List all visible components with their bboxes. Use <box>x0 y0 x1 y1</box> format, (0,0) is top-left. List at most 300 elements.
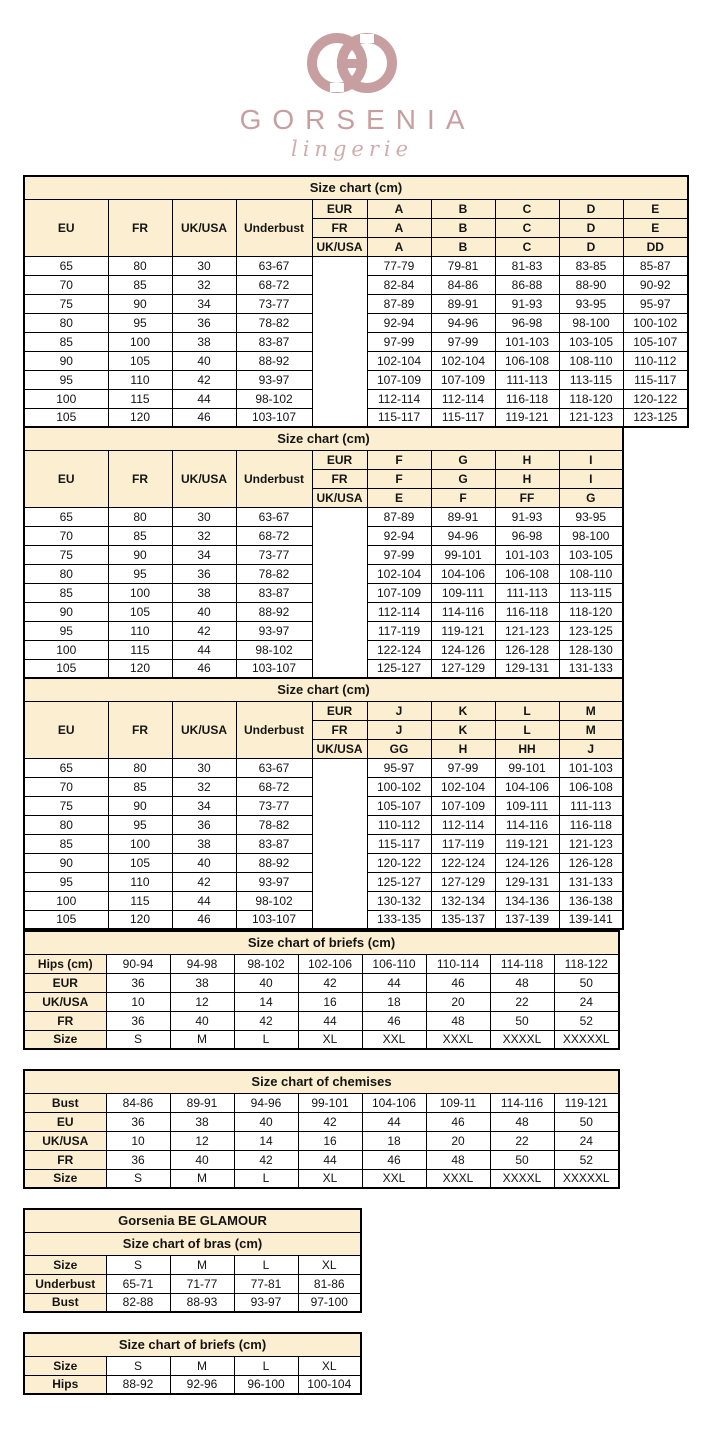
underbust-range-cell: 78-82 <box>236 313 312 332</box>
bust-range-cell: 124-126 <box>495 853 559 872</box>
bust-range-cell: 117-119 <box>431 834 495 853</box>
underbust-range-cell: 98-102 <box>236 891 312 910</box>
row-label-cell: Size <box>24 1356 106 1375</box>
bust-range-cell: 110-112 <box>623 351 688 370</box>
sizing-system-label: FR <box>312 720 367 739</box>
cup-letter-cell: GG <box>367 739 431 758</box>
value-cell: 50 <box>554 1112 619 1131</box>
underbust-range-cell: 68-72 <box>236 275 312 294</box>
cup-letter-cell: A <box>367 199 431 218</box>
bust-range-cell: 118-120 <box>559 602 623 621</box>
spacer <box>23 1313 704 1332</box>
value-cell: 97-100 <box>298 1293 361 1312</box>
bust-range-cell: 132-134 <box>431 891 495 910</box>
underbust-range-cell: 73-77 <box>236 796 312 815</box>
bust-range-cell: 115-117 <box>367 408 431 427</box>
sizing-system-label: UK/USA <box>312 237 367 256</box>
bust-range-cell: 129-131 <box>495 659 559 678</box>
bust-range-cell: 112-114 <box>431 389 495 408</box>
bust-range-cell: 136-138 <box>559 891 623 910</box>
spacer-cell <box>312 256 367 427</box>
cup-letter-cell: D <box>559 237 623 256</box>
underbust-range-cell: 98-102 <box>236 640 312 659</box>
value-cell: 77-81 <box>234 1274 298 1293</box>
value-cell: 16 <box>298 1131 362 1150</box>
eu-size-cell: 70 <box>24 526 108 545</box>
bust-range-cell: 106-108 <box>495 351 559 370</box>
bust-range-cell: 131-133 <box>559 872 623 891</box>
underbust-range-cell: 83-87 <box>236 834 312 853</box>
value-cell: 10 <box>106 1131 170 1150</box>
be-glamour-briefs-chart <box>23 1332 362 1395</box>
underbust-range-cell: 103-107 <box>236 910 312 929</box>
ukusa-size-cell: 46 <box>172 659 236 678</box>
underbust-range-cell: 103-107 <box>236 408 312 427</box>
bust-range-cell: 98-100 <box>559 526 623 545</box>
eu-size-cell: 100 <box>24 389 108 408</box>
cup-letter-cell: M <box>559 720 623 739</box>
table-row <box>24 1293 361 1312</box>
underbust-range-cell: 93-97 <box>236 370 312 389</box>
chart-title: Size chart of briefs (cm) <box>24 1333 361 1356</box>
value-cell: 36 <box>106 973 170 992</box>
chart-title: Size chart of bras (cm) <box>24 1232 361 1255</box>
underbust-range-cell: 63-67 <box>236 758 312 777</box>
value-cell: 46 <box>362 1150 426 1169</box>
cup-letter-cell: A <box>367 218 431 237</box>
bust-range-cell: 134-136 <box>495 891 559 910</box>
ukusa-size-cell: 42 <box>172 370 236 389</box>
bust-range-cell: 77-79 <box>367 256 431 275</box>
value-cell: 88-92 <box>106 1375 170 1394</box>
bust-range-cell: 96-98 <box>495 313 559 332</box>
value-cell: 90-94 <box>106 954 170 973</box>
value-cell: 22 <box>490 1131 554 1150</box>
row-label-cell: EU <box>24 1112 106 1131</box>
value-cell: 36 <box>106 1150 170 1169</box>
cup-letter-cell: J <box>559 739 623 758</box>
eu-size-cell: 105 <box>24 659 108 678</box>
bust-range-cell: 127-129 <box>431 659 495 678</box>
cup-letter-cell: H <box>495 450 559 469</box>
row-label-cell: Underbust <box>24 1274 106 1293</box>
value-cell: 10 <box>106 992 170 1011</box>
row-label-cell: Size <box>24 1030 106 1049</box>
table-row <box>24 1030 619 1049</box>
bust-range-cell: 82-84 <box>367 275 431 294</box>
underbust-range-cell: 98-102 <box>236 389 312 408</box>
value-cell: 94-96 <box>234 1093 298 1112</box>
bust-range-cell: 83-85 <box>559 256 623 275</box>
underbust-range-cell: 63-67 <box>236 256 312 275</box>
ukusa-size-cell: 42 <box>172 872 236 891</box>
ukusa-size-cell: 44 <box>172 389 236 408</box>
value-cell: 44 <box>362 973 426 992</box>
table-row <box>24 1131 619 1150</box>
eu-size-cell: 75 <box>24 294 108 313</box>
bust-range-cell: 131-133 <box>559 659 623 678</box>
value-cell: XL <box>298 1169 362 1188</box>
table-row <box>24 1356 361 1375</box>
value-cell: L <box>234 1255 298 1274</box>
eu-size-cell: 90 <box>24 853 108 872</box>
fr-size-cell: 85 <box>108 526 172 545</box>
bust-range-cell: 90-92 <box>623 275 688 294</box>
bust-range-cell: 107-109 <box>367 583 431 602</box>
eu-size-cell: 65 <box>24 256 108 275</box>
cup-letter-cell: K <box>431 720 495 739</box>
cup-letter-cell: J <box>367 701 431 720</box>
size-charts-section <box>23 175 704 1395</box>
fr-size-cell: 90 <box>108 294 172 313</box>
ukusa-size-cell: 34 <box>172 545 236 564</box>
bust-range-cell: 106-108 <box>495 564 559 583</box>
bust-range-cell: 89-91 <box>431 294 495 313</box>
ukusa-size-cell: 38 <box>172 834 236 853</box>
value-cell: L <box>234 1169 298 1188</box>
bust-range-cell: 102-104 <box>367 351 431 370</box>
cup-letter-cell: F <box>367 450 431 469</box>
value-cell: 18 <box>362 992 426 1011</box>
fr-size-cell: 80 <box>108 256 172 275</box>
row-label-cell: Hips <box>24 1375 106 1394</box>
table-row <box>24 1333 361 1356</box>
eu-size-cell: 105 <box>24 408 108 427</box>
bust-range-cell: 102-104 <box>431 777 495 796</box>
ukusa-size-cell: 30 <box>172 507 236 526</box>
sizing-system-label: EUR <box>312 701 367 720</box>
eu-size-cell: 105 <box>24 910 108 929</box>
fr-size-cell: 100 <box>108 332 172 351</box>
table-row <box>24 1011 619 1030</box>
bust-range-cell: 98-100 <box>559 313 623 332</box>
corner-header-cell: UK/USA <box>172 450 236 507</box>
cup-letter-cell: I <box>559 450 623 469</box>
bust-range-cell: 107-109 <box>431 796 495 815</box>
ukusa-size-cell: 32 <box>172 777 236 796</box>
value-cell: M <box>170 1169 234 1188</box>
value-cell: 48 <box>490 973 554 992</box>
table-row <box>24 256 688 275</box>
ukusa-size-cell: 34 <box>172 796 236 815</box>
table-row <box>24 1274 361 1293</box>
cup-letter-cell: FF <box>495 488 559 507</box>
briefs-size-chart-group <box>23 930 704 1050</box>
ukusa-size-cell: 38 <box>172 583 236 602</box>
cup-letter-cell: L <box>495 720 559 739</box>
bust-range-cell: 92-94 <box>367 526 431 545</box>
bust-range-cell: 96-98 <box>495 526 559 545</box>
ukusa-size-cell: 32 <box>172 275 236 294</box>
bust-range-cell: 113-115 <box>559 583 623 602</box>
bust-range-cell: 126-128 <box>559 853 623 872</box>
corner-header-cell: Underbust <box>236 701 312 758</box>
cup-letter-cell: K <box>431 701 495 720</box>
bust-range-cell: 111-113 <box>495 583 559 602</box>
value-cell: 20 <box>426 992 490 1011</box>
value-cell: 44 <box>298 1150 362 1169</box>
value-cell: 24 <box>554 1131 619 1150</box>
bust-range-cell: 123-125 <box>559 621 623 640</box>
bust-range-cell: 119-121 <box>495 834 559 853</box>
row-label-cell: Bust <box>24 1293 106 1312</box>
bust-range-cell: 109-111 <box>431 583 495 602</box>
value-cell: 89-91 <box>170 1093 234 1112</box>
ukusa-size-cell: 46 <box>172 408 236 427</box>
bust-range-cell: 113-115 <box>559 370 623 389</box>
bust-range-cell: 120-122 <box>367 853 431 872</box>
value-cell: 14 <box>234 1131 298 1150</box>
value-cell: 18 <box>362 1131 426 1150</box>
bust-range-cell: 114-116 <box>431 602 495 621</box>
value-cell: 44 <box>362 1112 426 1131</box>
underbust-range-cell: 73-77 <box>236 545 312 564</box>
cup-letter-cell: E <box>367 488 431 507</box>
bust-range-cell: 122-124 <box>367 640 431 659</box>
underbust-range-cell: 78-82 <box>236 815 312 834</box>
bust-range-cell: 105-107 <box>623 332 688 351</box>
value-cell: 46 <box>426 1112 490 1131</box>
bust-range-cell: 81-83 <box>495 256 559 275</box>
cup-letter-cell: H <box>431 739 495 758</box>
bust-range-cell: 120-122 <box>623 389 688 408</box>
corner-header-cell: Underbust <box>236 450 312 507</box>
bust-range-cell: 91-93 <box>495 294 559 313</box>
fr-size-cell: 85 <box>108 275 172 294</box>
value-cell: 40 <box>170 1150 234 1169</box>
sizing-system-label: FR <box>312 469 367 488</box>
bust-range-cell: 125-127 <box>367 872 431 891</box>
value-cell: 50 <box>490 1011 554 1030</box>
bust-range-cell: 128-130 <box>559 640 623 659</box>
bust-range-cell: 114-116 <box>495 815 559 834</box>
underbust-range-cell: 83-87 <box>236 332 312 351</box>
bust-range-cell: 100-102 <box>623 313 688 332</box>
value-cell: 36 <box>106 1112 170 1131</box>
bust-range-cell: 107-109 <box>431 370 495 389</box>
value-cell: 42 <box>234 1011 298 1030</box>
bust-range-cell: 112-114 <box>367 389 431 408</box>
bust-range-cell: 99-101 <box>431 545 495 564</box>
table-row <box>24 954 619 973</box>
fr-size-cell: 90 <box>108 545 172 564</box>
value-cell: XXL <box>362 1169 426 1188</box>
ukusa-size-cell: 36 <box>172 313 236 332</box>
bust-range-cell: 111-113 <box>559 796 623 815</box>
fr-size-cell: 110 <box>108 621 172 640</box>
fr-size-cell: 115 <box>108 389 172 408</box>
bust-range-cell: 115-117 <box>623 370 688 389</box>
eu-size-cell: 90 <box>24 602 108 621</box>
bust-range-cell: 89-91 <box>431 507 495 526</box>
value-cell: 48 <box>426 1150 490 1169</box>
row-label-cell: EUR <box>24 973 106 992</box>
value-cell: M <box>170 1356 234 1375</box>
bust-range-cell: 103-105 <box>559 545 623 564</box>
table-row <box>24 1232 361 1255</box>
bust-range-cell: 86-88 <box>495 275 559 294</box>
ukusa-size-cell: 44 <box>172 640 236 659</box>
value-cell: 94-98 <box>170 954 234 973</box>
bust-range-cell: 115-117 <box>367 834 431 853</box>
bust-range-cell: 79-81 <box>431 256 495 275</box>
ukusa-size-cell: 30 <box>172 256 236 275</box>
gg-monogram-icon <box>302 30 402 100</box>
bust-range-cell: 125-127 <box>367 659 431 678</box>
value-cell: XXXXL <box>490 1169 554 1188</box>
eu-size-cell: 80 <box>24 564 108 583</box>
cup-letter-cell: E <box>623 199 688 218</box>
value-cell: 114-116 <box>490 1093 554 1112</box>
bust-range-cell: 109-111 <box>495 796 559 815</box>
ukusa-size-cell: 44 <box>172 891 236 910</box>
ukusa-size-cell: 34 <box>172 294 236 313</box>
value-cell: XXXXXL <box>554 1169 619 1188</box>
table-row <box>24 973 619 992</box>
value-cell: XXL <box>362 1030 426 1049</box>
brand-tagline: lingerie <box>290 137 413 161</box>
fr-size-cell: 100 <box>108 834 172 853</box>
cup-letter-cell: F <box>431 488 495 507</box>
chart-title: Gorsenia BE GLAMOUR <box>24 1209 361 1232</box>
sizing-system-label: FR <box>312 218 367 237</box>
chemises-size-chart-group <box>23 1069 704 1189</box>
bust-range-cell: 117-119 <box>367 621 431 640</box>
value-cell: 104-106 <box>362 1093 426 1112</box>
bust-range-cell: 95-97 <box>623 294 688 313</box>
bust-range-cell: 112-114 <box>431 815 495 834</box>
value-cell: 118-122 <box>554 954 619 973</box>
underbust-range-cell: 73-77 <box>236 294 312 313</box>
spacer <box>23 1189 704 1208</box>
table-row <box>24 1169 619 1188</box>
bust-range-cell: 121-123 <box>559 834 623 853</box>
bust-range-cell: 104-106 <box>495 777 559 796</box>
fr-size-cell: 105 <box>108 853 172 872</box>
value-cell: XL <box>298 1255 361 1274</box>
corner-header-cell: Underbust <box>236 199 312 256</box>
bust-range-cell: 101-103 <box>495 545 559 564</box>
eu-size-cell: 70 <box>24 777 108 796</box>
underbust-range-cell: 68-72 <box>236 777 312 796</box>
table-row <box>24 1093 619 1112</box>
value-cell: 82-88 <box>106 1293 170 1312</box>
value-cell: S <box>106 1030 170 1049</box>
value-cell: 96-100 <box>234 1375 298 1394</box>
bust-range-cell: 137-139 <box>495 910 559 929</box>
corner-header-cell: EU <box>24 450 108 507</box>
spacer <box>23 1050 704 1069</box>
cup-letter-cell: J <box>367 720 431 739</box>
brand-name: GORSENIA <box>239 104 476 135</box>
cup-letter-cell: D <box>559 199 623 218</box>
sizing-system-label: EUR <box>312 199 367 218</box>
value-cell: 48 <box>426 1011 490 1030</box>
bra-size-chart-1 <box>23 175 689 428</box>
bust-range-cell: 116-118 <box>495 389 559 408</box>
cup-letter-cell: G <box>431 450 495 469</box>
bra-size-charts-group <box>23 175 704 930</box>
ukusa-size-cell: 46 <box>172 910 236 929</box>
bust-range-cell: 112-114 <box>367 602 431 621</box>
cup-letter-cell: A <box>367 237 431 256</box>
value-cell: 119-121 <box>554 1093 619 1112</box>
value-cell: M <box>170 1030 234 1049</box>
value-cell: 16 <box>298 992 362 1011</box>
row-label-cell: Size <box>24 1255 106 1274</box>
bust-range-cell: 124-126 <box>431 640 495 659</box>
value-cell: 40 <box>234 973 298 992</box>
bust-range-cell: 87-89 <box>367 507 431 526</box>
bust-range-cell: 91-93 <box>495 507 559 526</box>
fr-size-cell: 80 <box>108 507 172 526</box>
eu-size-cell: 80 <box>24 815 108 834</box>
fr-size-cell: 120 <box>108 659 172 678</box>
cup-letter-cell: C <box>495 199 559 218</box>
bust-range-cell: 104-106 <box>431 564 495 583</box>
fr-size-cell: 85 <box>108 777 172 796</box>
bust-range-cell: 94-96 <box>431 526 495 545</box>
bust-range-cell: 100-102 <box>367 777 431 796</box>
eu-size-cell: 75 <box>24 545 108 564</box>
value-cell: L <box>234 1030 298 1049</box>
value-cell: 110-114 <box>426 954 490 973</box>
value-cell: XXXL <box>426 1030 490 1049</box>
value-cell: 40 <box>170 1011 234 1030</box>
bust-range-cell: 106-108 <box>559 777 623 796</box>
bust-range-cell: 121-123 <box>495 621 559 640</box>
bust-range-cell: 93-95 <box>559 294 623 313</box>
row-label-cell: Bust <box>24 1093 106 1112</box>
bust-range-cell: 97-99 <box>367 332 431 351</box>
bust-range-cell: 135-137 <box>431 910 495 929</box>
fr-size-cell: 105 <box>108 602 172 621</box>
value-cell: 88-93 <box>170 1293 234 1312</box>
corner-header-cell: FR <box>108 450 172 507</box>
value-cell: 14 <box>234 992 298 1011</box>
table-row <box>24 176 688 199</box>
brand-logo <box>0 0 704 161</box>
bust-range-cell: 93-95 <box>559 507 623 526</box>
value-cell: 42 <box>298 973 362 992</box>
row-label-cell: Size <box>24 1169 106 1188</box>
bust-range-cell: 108-110 <box>559 564 623 583</box>
eu-size-cell: 95 <box>24 621 108 640</box>
fr-size-cell: 110 <box>108 872 172 891</box>
bust-range-cell: 88-90 <box>559 275 623 294</box>
cup-letter-cell: DD <box>623 237 688 256</box>
row-label-cell: Hips (cm) <box>24 954 106 973</box>
bust-range-cell: 121-123 <box>559 408 623 427</box>
sizing-system-label: EUR <box>312 450 367 469</box>
value-cell: XL <box>298 1030 362 1049</box>
value-cell: 84-86 <box>106 1093 170 1112</box>
value-cell: 48 <box>490 1112 554 1131</box>
table-row <box>24 450 623 469</box>
value-cell: 24 <box>554 992 619 1011</box>
value-cell: 40 <box>234 1112 298 1131</box>
bust-range-cell: 94-96 <box>431 313 495 332</box>
table-row <box>24 199 688 218</box>
underbust-range-cell: 88-92 <box>236 602 312 621</box>
eu-size-cell: 85 <box>24 834 108 853</box>
cup-letter-cell: M <box>559 701 623 720</box>
value-cell: 102-106 <box>298 954 362 973</box>
bust-range-cell: 99-101 <box>495 758 559 777</box>
value-cell: 98-102 <box>234 954 298 973</box>
value-cell: 38 <box>170 973 234 992</box>
fr-size-cell: 95 <box>108 564 172 583</box>
